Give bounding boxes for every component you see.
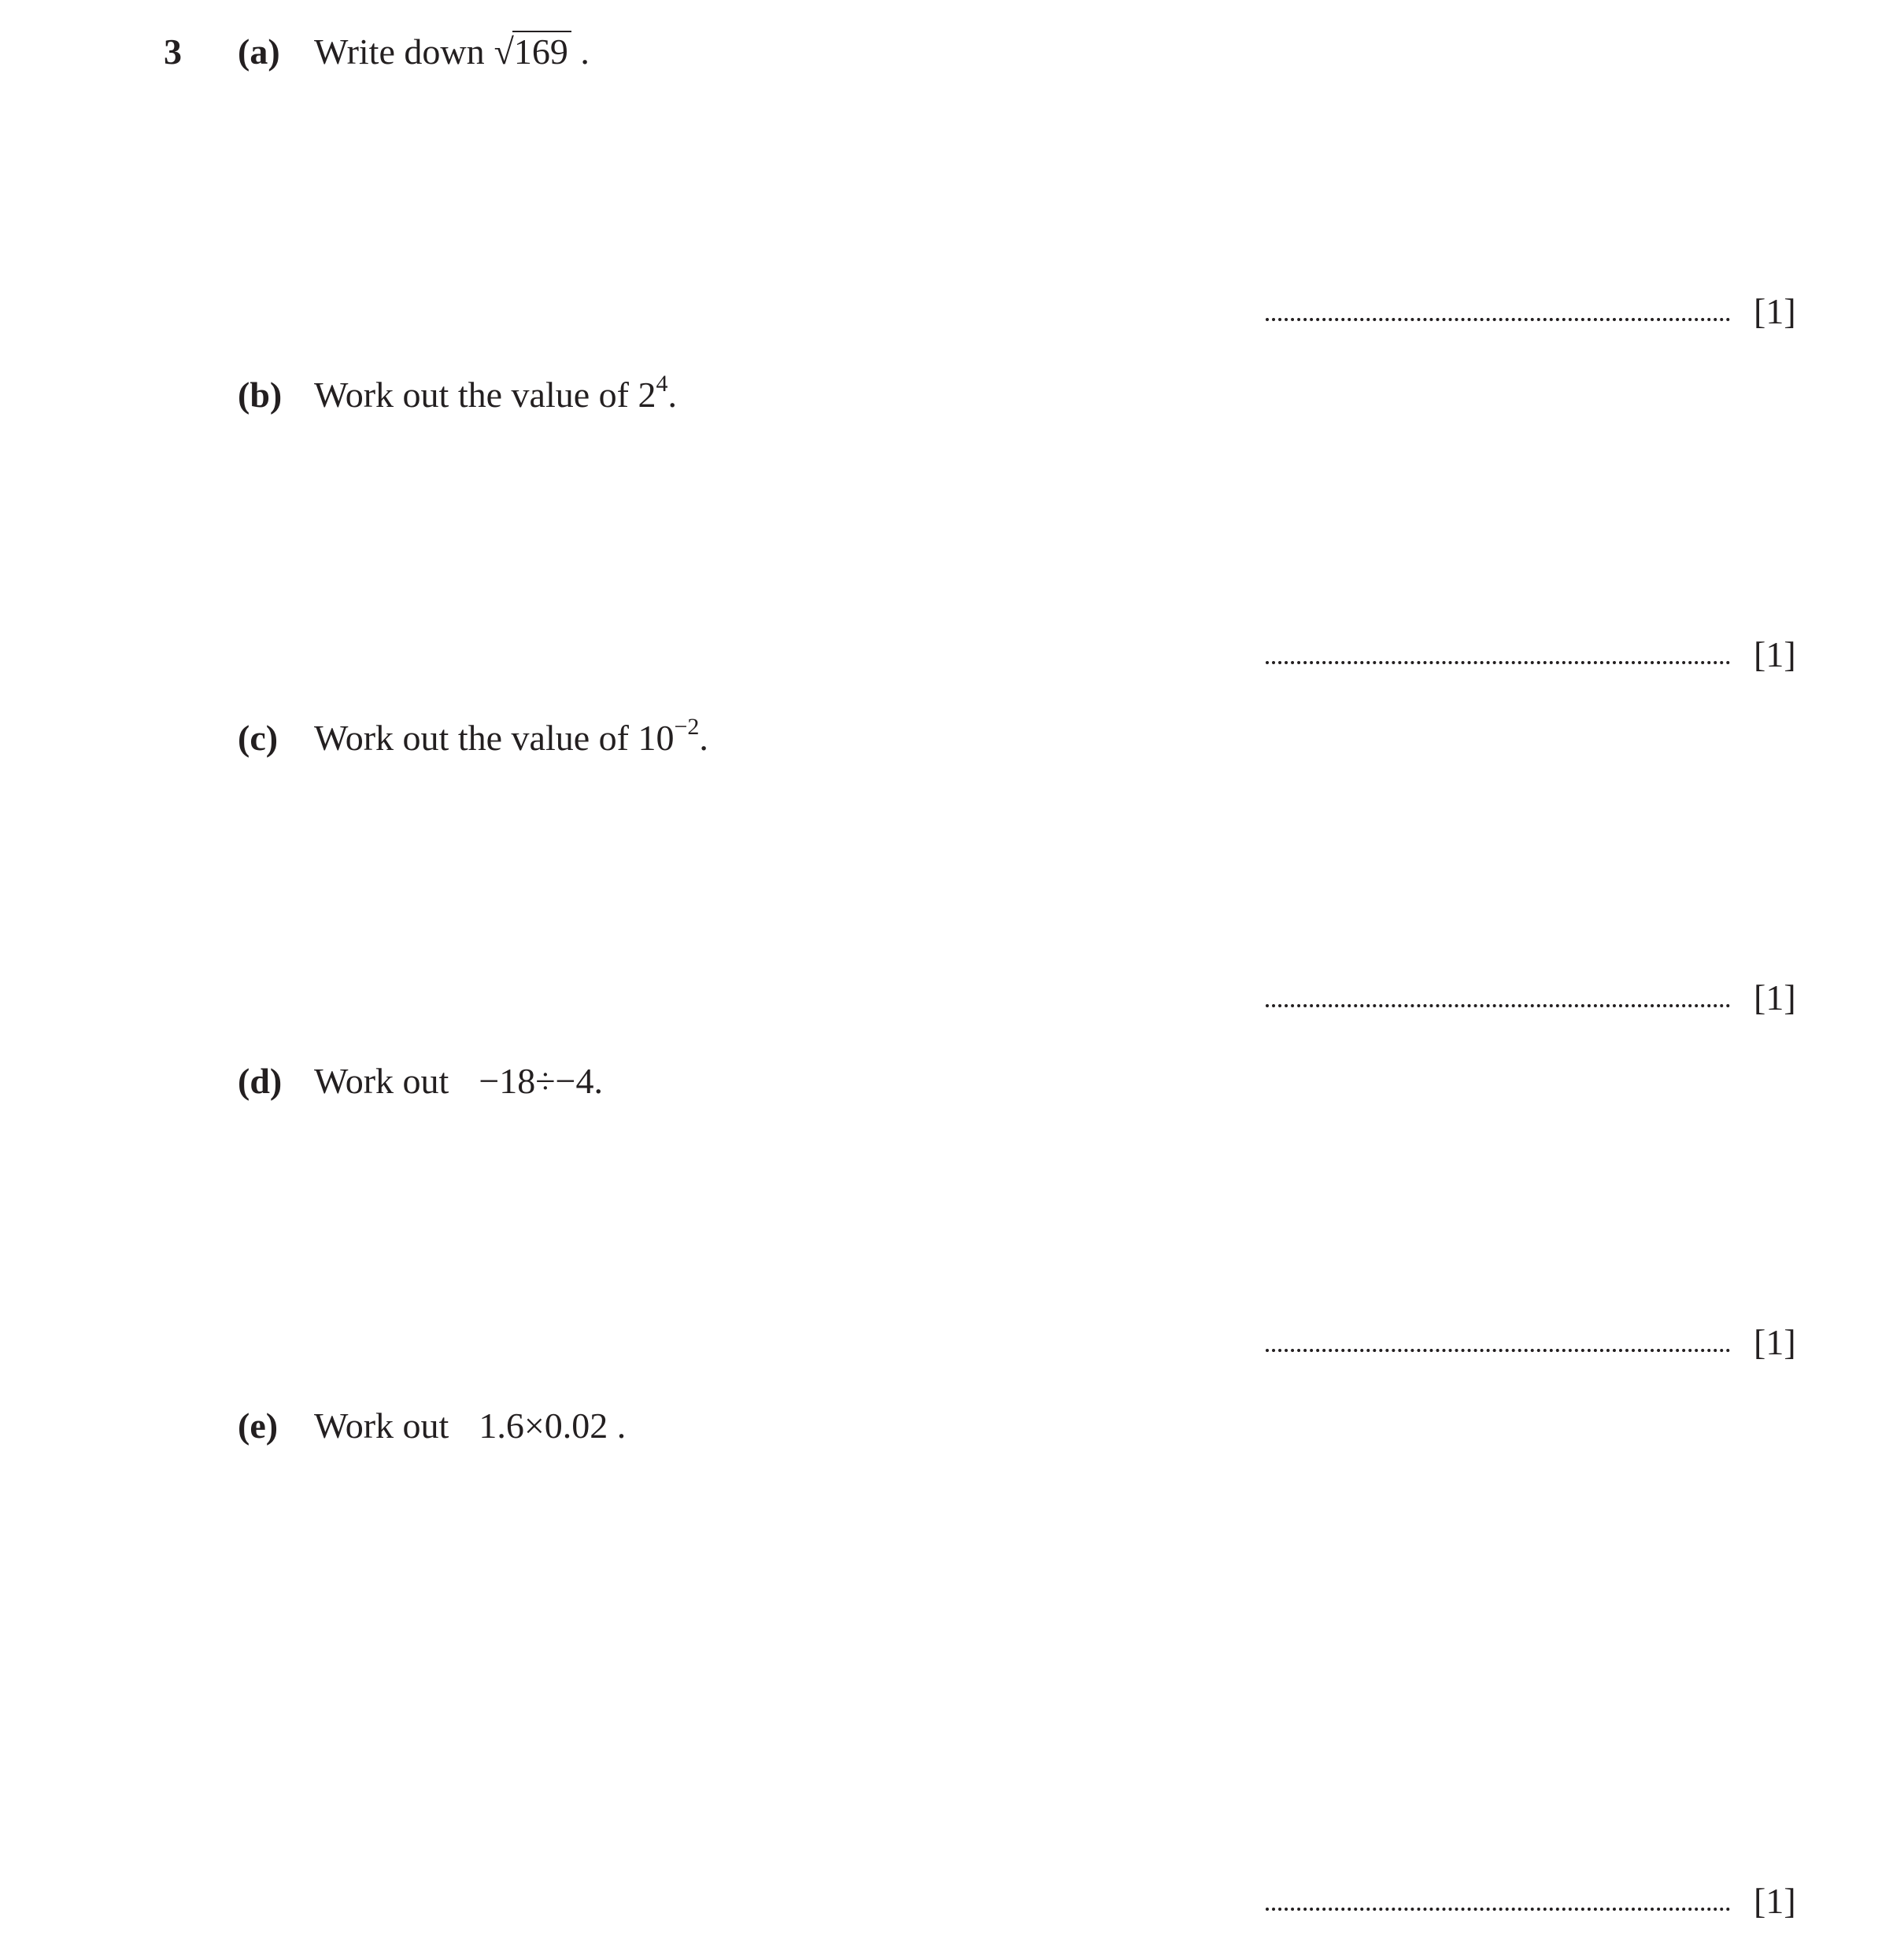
part-d-label: (d) [238, 1061, 283, 1101]
part-c-prompt: Work out the value of 10 [314, 718, 675, 758]
question-number: 3 [164, 31, 182, 72]
part-d-expression: −18÷−4. [479, 1061, 603, 1101]
part-e-text [314, 1402, 626, 1450]
part-c-suffix: . [699, 718, 708, 758]
answer-line-c[interactable] [1266, 1004, 1730, 1007]
marks-c: [1] [1754, 977, 1796, 1018]
part-b-exponent: 4 [656, 370, 668, 397]
part-b-prompt: Work out the value of 2 [314, 375, 656, 415]
radicand: 169 [512, 31, 571, 72]
answer-line-b[interactable] [1266, 661, 1730, 664]
radical-sign-icon: √ [494, 31, 514, 72]
marks-d: [1] [1754, 1322, 1796, 1362]
part-c-exponent: −2 [674, 713, 700, 740]
part-a-prompt: Write down [314, 31, 485, 72]
part-c-label: (c) [238, 718, 279, 758]
part-b-text [314, 371, 677, 419]
marks-a: [1] [1754, 291, 1796, 331]
part-c-text [314, 715, 708, 762]
part-e-prompt: Work out [314, 1406, 449, 1446]
part-b-label: (b) [238, 375, 283, 415]
square-root-expression [494, 28, 571, 76]
part-a-text [314, 28, 590, 76]
part-d-prompt: Work out [314, 1061, 449, 1101]
part-a-suffix: . [580, 31, 590, 72]
answer-line-d[interactable] [1266, 1349, 1730, 1352]
part-a-label: (a) [238, 31, 280, 72]
marks-e: [1] [1754, 1881, 1796, 1921]
part-d-text [314, 1058, 603, 1105]
answer-line-e[interactable] [1266, 1908, 1730, 1911]
part-e-expression: 1.6×0.02 . [479, 1406, 627, 1446]
part-b-suffix: . [667, 375, 677, 415]
answer-line-a[interactable] [1266, 318, 1730, 321]
marks-b: [1] [1754, 634, 1796, 674]
part-e-label: (e) [238, 1406, 279, 1446]
